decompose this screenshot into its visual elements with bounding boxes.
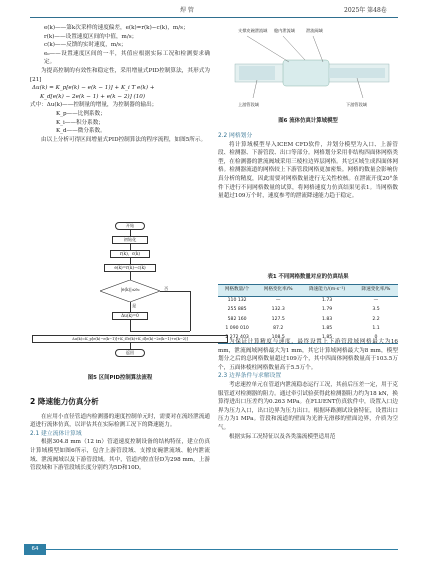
figure-5-caption: 图5 区间PID控制算法流程 — [87, 375, 153, 381]
right-column — [218, 132, 398, 201]
header-rule — [30, 17, 398, 18]
table-1 — [218, 284, 398, 344]
def-kp: K_p——比例系数； — [56, 110, 106, 117]
def-kd: K_d——微分系数。 — [56, 128, 106, 135]
flow-decision-text: |e(k)|≤e₀ — [120, 287, 140, 292]
table-cell: — — [275, 298, 281, 304]
flowchart-fig5 — [60, 222, 210, 368]
subsection-2-3: 2.3 边界条件与求解设置 — [218, 373, 282, 380]
fig6-label-upstream: 上游管段域 — [238, 102, 259, 107]
table-cell: 1.85 — [300, 333, 354, 343]
table-row — [218, 306, 398, 315]
flow-yes-label: 是 — [132, 303, 137, 308]
table-1-caption: 表1 不同网格数量对应的仿真结果 — [267, 274, 349, 280]
table-cell: 132.3 — [271, 307, 285, 313]
paragraph-flow-intro: 由以上分析可得区间增量式PID控制算法的程序流程，如图5所示。 — [41, 136, 207, 143]
where-line: 式中：Δu(k)——控制量的增量，为控制器的输出； — [30, 102, 158, 109]
def-ki: K_i——积分系数； — [56, 119, 104, 126]
table-cell: 3.5 — [372, 307, 380, 313]
flow-no-line — [160, 291, 190, 292]
paragraph-mesh: 将计算域模型导入ICEM CFD软件，并划分模型为入口、上游管段、检测器、下游管段、出口等部分。网格划分采用非结构四面体网格类型，在检测器的泄流阀域采用三棱柱边界层网格。其它区域生成四面体网格。检测器流道的网格较上下游管段网格更加密集。网格的数量会影响仿真分析的精度，因此需要对网格数量进行无关性校核。在泄流开度20°条件下进行不同网格数量的试算，将网格速度力仿真结果见表1。当网格数量超过109万个时，速度参考的泄流降速能力趋于稳定。 — [218, 141, 398, 200]
flow-return: 返回 — [115, 349, 145, 357]
def-rk: r(k)——设置速度区间的中值，m/s； — [44, 33, 138, 40]
fig6-label-valve: 泄流阀域 — [306, 28, 323, 33]
def-e0: e₀——设置速度区间的一半，其值应根据实际工况和检测要求确定。 — [44, 50, 210, 66]
flow-no-down — [190, 291, 191, 331]
fig6-label-downstream: 下游管段域 — [346, 102, 367, 107]
flow-set-zero: Δu(k)=0 — [112, 312, 148, 320]
flow-arrow — [130, 302, 131, 312]
table-header: 降速变化率/% — [354, 285, 398, 297]
subsection-2-1: 2.1 建立流体计算域 — [30, 430, 82, 437]
table-row — [218, 324, 398, 333]
table-header: 网格变化率/% — [256, 285, 300, 297]
table-cell: 582 160 — [227, 316, 247, 322]
table-header: 降速能力/(m·s⁻¹) — [300, 285, 354, 297]
formula-10-line2: K_d[e(k) − 2e(k − 1) + e(k − 2)] (10) — [40, 93, 146, 100]
subsection-2-2: 2.2 网格划分 — [218, 133, 253, 139]
table-cell: 87.2 — [273, 325, 284, 331]
table-cell: — — [373, 298, 379, 304]
table-cell: 127.5 — [271, 316, 285, 322]
left-column — [30, 24, 210, 144]
paragraph-turbulence: 根据实际工况特征以及各类湍流模型适用范 — [229, 433, 336, 440]
table-cell: 1.85 — [321, 325, 333, 331]
right-column-lower — [218, 338, 398, 441]
flow-merge-line — [130, 331, 190, 332]
table-cell: 1.1 — [372, 325, 380, 331]
table-cell: 1.79 — [321, 307, 333, 313]
footer-rule — [46, 549, 398, 550]
paragraph-pid-intro: 为提高控制的有效性和稳定性，采用增量式PID控制算法，其形式为[21] — [30, 67, 210, 83]
paragraph-mesh-settings: 为保证计算精度与速度，最终设置上下游管段域网格最大为16 mm，泄流阀域网格最大为1 mm，其它计算域网格最大为8 mm，模型划分之后的总网格数量超过109万个，其中四面体网格数量高于103.5万个，五面体棱柱网格数量高于5.5万个。 — [218, 339, 398, 371]
figure-6-caption: 图6 流体仿真计算域模型 — [278, 118, 338, 124]
running-header-journal: 焊 管 — [180, 7, 194, 14]
flow-arrow — [130, 320, 131, 331]
table-header-row — [218, 285, 398, 297]
flow-pid-formula: Δu(k)=K_p[e(k)−e(k−1)]+K_iTe(k)+K_d[e(k)−2e(k−1)+e(k−2)] — [32, 335, 228, 343]
paragraph-sim-intro: 在应用小直径管道内检测器的速度控制单元时，需要对在流经泄流通道进行流体仿真，以评估其在实际检测工况下的降速能力。 — [30, 413, 210, 429]
formula-10-line1: Δu(k) = K_p[e(k) − e(k − 1)] + K_i T e(k) + — [32, 85, 155, 92]
flow-start: 开始 — [115, 222, 145, 230]
table-cell: 108.5 — [256, 333, 300, 343]
paragraph-boundary: 考虑速控单元在管道内泄流稳态运行工况，其前后压差一定，用于克服管道对检测器的阻力。通过牵引试验获得此检测器阻力约为18 kN，换算得进出口压差约为0.263 MPa。在FLUENT仿真软件中，设置入口边界为压力入口，出口边界为压力出口。根据环路测试设备特征，设置出口压力为1 MPa。管段和流道的壁面为光滑无滑移的壁面边界，介质为空气。 — [218, 381, 398, 431]
table-cell: 1 090 010 — [225, 325, 249, 331]
left-column-lower — [30, 398, 210, 473]
flow-init: 初始化 — [112, 236, 148, 244]
fig6-label-cup: 支撑皮碗泄流域 — [238, 28, 268, 33]
table-cell: 110 132 — [227, 298, 247, 304]
table-cell: 1.83 — [321, 316, 333, 322]
flow-no-label: 否 — [164, 286, 169, 291]
section-2-title: 2 降速能力仿真分析 — [30, 397, 99, 406]
table-cell: 0 — [354, 333, 398, 343]
table-row — [218, 315, 398, 324]
flow-read: r(k)、c(k) — [110, 250, 150, 258]
table-header: 网格数量/个 — [218, 285, 256, 297]
def-ck: c(k)——反馈的实时速度，m/s； — [44, 42, 127, 49]
flow-arrow — [130, 272, 131, 280]
table-cell: 2.2 — [372, 316, 380, 322]
table-cell: 1.73 — [321, 298, 333, 304]
def-ek: e(k)——第k次采样的速度偏差，e(k)=r(k)−c(k)，m/s； — [44, 25, 189, 31]
fig6-label-cabin: 舱内泄流域 — [274, 28, 295, 33]
table-cell: 2 272 403 — [218, 333, 256, 343]
running-header-issue: 2025年 第48卷 — [344, 7, 387, 14]
page-number: 64 — [24, 544, 46, 555]
table-row — [218, 296, 398, 306]
table-cell: 255 885 — [227, 307, 247, 313]
paragraph-domain: 根据304.8 mm（12 in）管道速度控制设备的结构特征，建立仿真计算域模型如图6所示，包含上游管段域、支撑皮碗泄流域、舱内泄流域、泄流阀域以及下游管段域。其中，管道内腔直径D为298 mm，上游管段域和下游管段域长度分别约为5D和10D。 — [30, 439, 210, 472]
flow-error: e(k)=r(k)−c(k) — [104, 264, 156, 272]
